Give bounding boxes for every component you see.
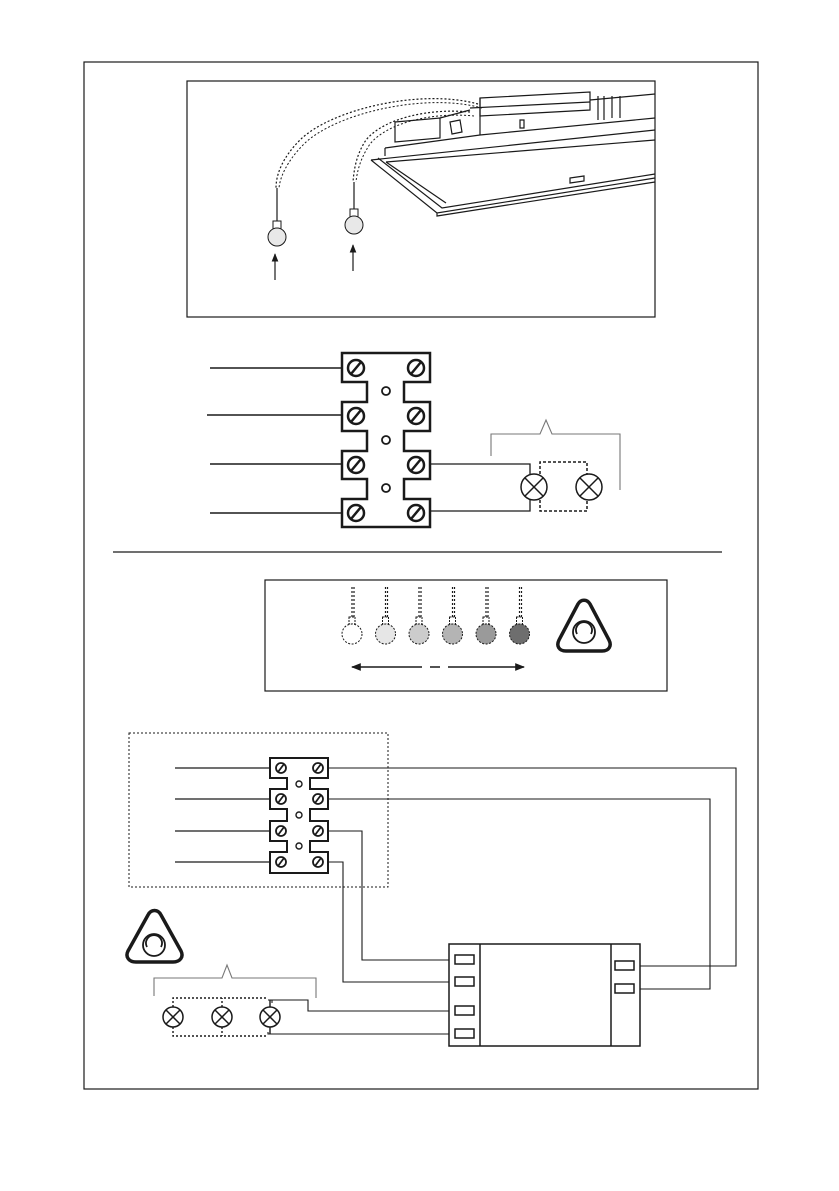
lamp-group-bracket-small: [154, 965, 316, 998]
luminaire-body: [371, 92, 655, 216]
dimmer-knob-icon: [127, 911, 182, 963]
lamp-symbol-5-icon: [260, 1007, 280, 1027]
outer-frame: [84, 62, 758, 1089]
dimming-levels: [342, 587, 530, 644]
dimming-level-bulb-icon: [476, 587, 496, 644]
terminal-block-small: [270, 758, 328, 873]
lamp-symbol-2-icon: [576, 474, 602, 500]
dimming-level-bulb-icon: [443, 587, 463, 644]
dimmer-module: [449, 944, 640, 1046]
junction-enclosure: [129, 733, 388, 887]
lamp-symbol-4-icon: [212, 1007, 232, 1027]
dimming-level-bulb-icon: [376, 587, 396, 644]
wire-b-inner: [356, 115, 474, 182]
bulb-left-icon: [268, 221, 286, 246]
dimmer-knob-icon: [558, 600, 610, 651]
dimming-level-bulb-icon: [510, 587, 530, 644]
terminal-block: [342, 353, 430, 527]
wire-a: [276, 99, 478, 188]
lamp-symbol-1-icon: [521, 474, 547, 500]
luminaire-panel: [187, 81, 655, 317]
dimming-level-bulb-icon: [342, 587, 362, 644]
bulb-right-icon: [345, 209, 363, 234]
dimming-panel: [265, 580, 667, 691]
lamp-group-bracket: [491, 420, 620, 490]
dimmer-module-panel: [127, 733, 736, 1046]
dimming-level-bulb-icon: [409, 587, 429, 644]
lamp-symbol-3-icon: [163, 1007, 183, 1027]
input-wires: [207, 368, 342, 513]
terminal-wiring-panel: [207, 353, 620, 527]
